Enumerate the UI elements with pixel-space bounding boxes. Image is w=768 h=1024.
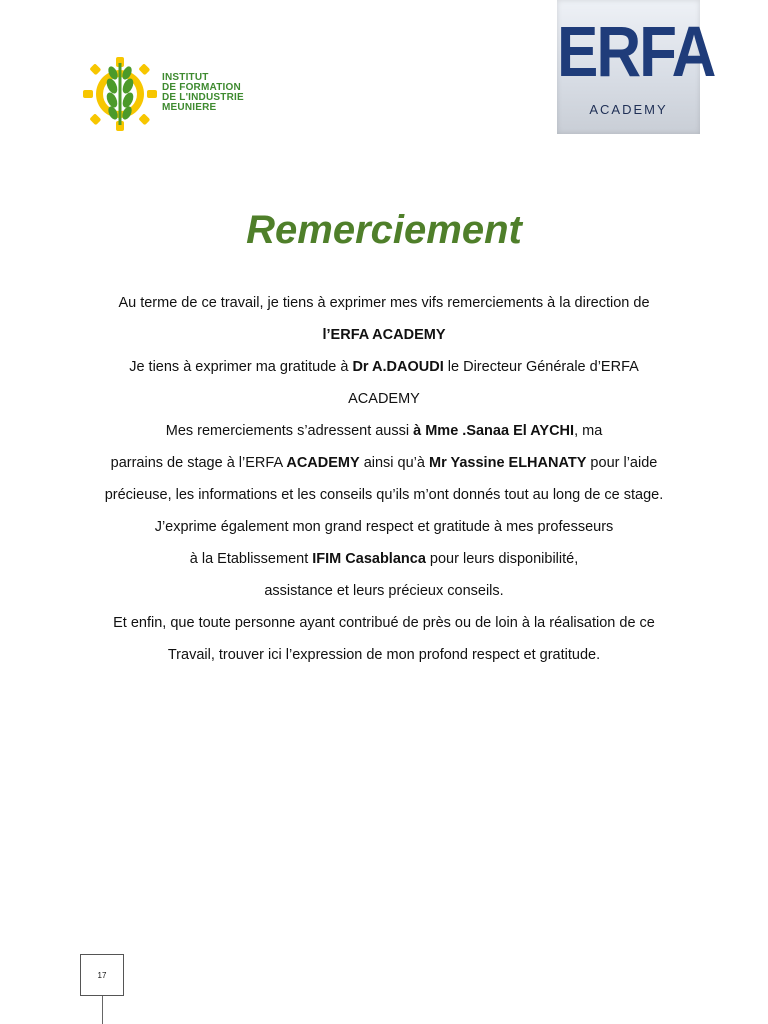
- p7-text-a: à la Etablissement: [189, 551, 313, 567]
- p3-text-a: Mes remerciements s’adressent aussi: [165, 423, 414, 439]
- academy-word: ACADEMY: [286, 455, 360, 471]
- paragraph-10: Travail, trouver ici l’expression de mon profond respect et gratitude.: [167, 647, 601, 663]
- erfa-academy-name: l’ERFA ACADEMY: [322, 327, 446, 343]
- paragraph-1b: [78, 324, 690, 347]
- ifim-line-2: DE FORMATION: [162, 82, 241, 93]
- ifim-line-3: DE L'INDUSTRIE: [162, 92, 244, 103]
- paragraph-4: [78, 452, 690, 475]
- p4-text-a: parrains de stage à l’ERFA: [110, 455, 287, 471]
- director-name: Dr A.DAOUDI: [352, 359, 444, 375]
- mentor-name: Mr Yassine ELHANATY: [429, 455, 587, 471]
- p2-text-c: le Directeur Générale d’ERFA: [443, 359, 639, 375]
- p2-text-a: Je tiens à exprimer ma gratitude à: [129, 359, 353, 375]
- page-number: 17: [97, 970, 107, 980]
- sun-wheat-icon: [82, 55, 160, 133]
- paragraph-8: assistance et leurs précieux conseils.: [264, 583, 504, 599]
- ifim-logo-text: [162, 73, 244, 113]
- ifim-line-4: MEUNIERE: [162, 102, 217, 113]
- p4-text-c: ainsi qu’à: [359, 455, 429, 471]
- paragraph-7: [78, 548, 690, 571]
- paragraph-2d: ACADEMY: [348, 391, 420, 407]
- p3-text-c: , ma: [574, 423, 603, 439]
- page-number-box: [80, 954, 124, 996]
- paragraph-9: Et enfin, que toute personne ayant contribué de près ou de loin à la réalisation de ce: [113, 615, 655, 631]
- page-title: Remerciement: [246, 208, 522, 252]
- paragraph-6: J’exprime également mon grand respect et gratitude à mes professeurs: [154, 519, 614, 535]
- ifim-logo: [82, 55, 242, 133]
- paragraph-3: [78, 420, 690, 443]
- school-name: IFIM Casablanca: [312, 551, 426, 567]
- paragraph-5: précieuse, les informations et les conseils qu’ils m’ont donnés tout au long de ce stage.: [104, 487, 664, 503]
- paragraph-2: [78, 356, 690, 379]
- erfa-logo-main: ERFA: [557, 12, 715, 93]
- supervisor-name: à Mme .Sanaa El AYCHI: [413, 423, 575, 439]
- p4-text-e: pour l’aide: [586, 455, 658, 471]
- page-number-connector: [102, 996, 103, 1024]
- erfa-academy-logo: [557, 0, 715, 134]
- acknowledgement-body: [78, 292, 690, 676]
- p7-text-c: pour leurs disponibilité,: [425, 551, 579, 567]
- paragraph-1a: Au terme de ce travail, je tiens à exprimer mes vifs remerciements à la direction de: [118, 295, 650, 311]
- erfa-logo-sub: ACADEMY: [589, 102, 668, 117]
- ifim-line-1: INSTITUT: [162, 72, 209, 83]
